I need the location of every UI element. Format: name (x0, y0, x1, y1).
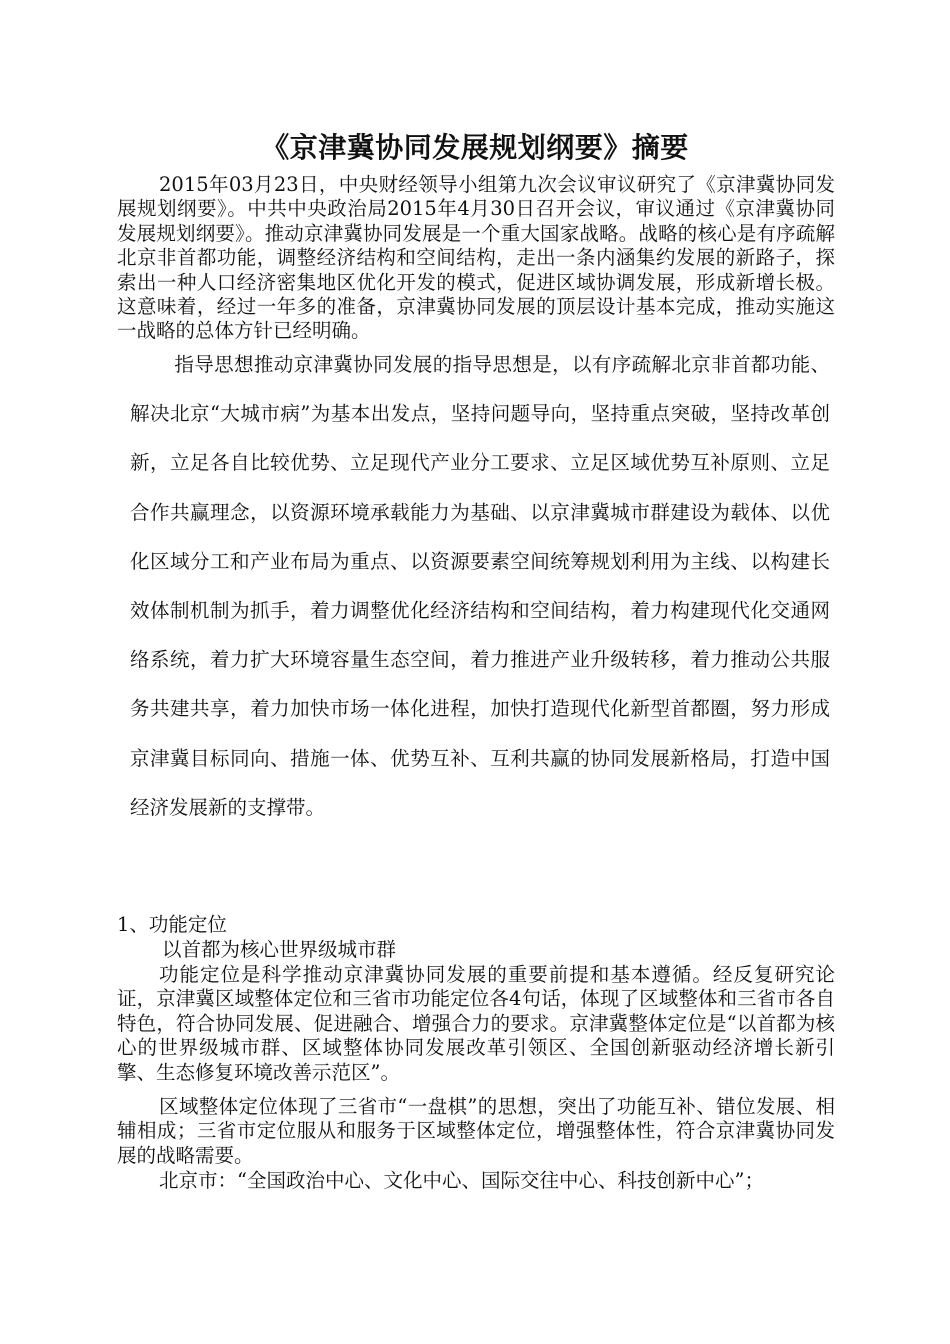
guiding-thought-text: 指导思想推动京津冀协同发展的指导思想是，以有序疏解北京非首都功能、解决北京“大城市病”为基本出发点，坚持问题导向，坚持重点突破，坚持改革创新，立足各自比较优势、立足现代产业分工要求、立足区域优势互补原则、立足合作共赢理念，以资源环境承载能力为基础、以京津冀城市群建设为载体、以优化区域分工和产业布局为重点、以资源要素空间统筹规划利用为主线、以构建长效体制机制为抓手，着力调整优化经济结构和空间结构，着力构建现代化交通网络系统，着力扩大环境容量生态空间，着力推进产业升级转移，着力推动公共服务共建共享，着力加快市场一体化进程，加快打造现代化新型首都圈，努力形成京津冀目标同向、措施一体、优势互补、互利共赢的协同发展新格局，打造中国经济发展新的支撑带。 (130, 353, 830, 819)
sub-heading: 以首都为核心世界级城市群 (162, 938, 397, 961)
intro-paragraph: 2015年03月23日，中央财经领导小组第九次会议审议研究了《京津冀协同发展规划纲要》。中共中央政治局2015年4月30日召开会议，审议通过《京津冀协同发展规划纲要》。推动京津冀协同发展是一个重大国家战略。战略的核心是有序疏解北京非首都功能，调整经济结构和空间结构，走出一条内涵集约发展的新路子，探索出一种人口经济密集地区优化开发的模式，促进区域协调发展，形成新增长极。这意味着，经过一年多的准备，京津冀协同发展的顶层设计基本完成，推动实施这一战略的总体方针已经明确。 (117, 173, 835, 343)
section-heading: 1、功能定位 (117, 913, 227, 936)
function-positioning-paragraph: 功能定位是科学推动京津冀协同发展的重要前提和基本遵循。经反复研究论证，京津冀区域整体定位和三省市功能定位各4句话，体现了区域整体和三省市各自特色，符合协同发展、促进融合、增强合力的要求。京津冀整体定位是“以首都为核心的世界级城市群、区域整体协同发展改革引领区、全国创新驱动经济增长新引擎、生态修复环境改善示范区”。 (117, 963, 835, 1084)
regional-positioning-paragraph: 区域整体定位体现了三省市“一盘棋”的思想，突出了功能互补、错位发展、相辅相成；三省市定位服从和服务于区域整体定位，增强整体性，符合京津冀协同发展的战略需要。 (117, 1095, 835, 1167)
beijing-positioning-paragraph: 北京市：“全国政治中心、文化中心、国际交往中心、科技创新中心”； (159, 1169, 764, 1192)
guiding-thought-paragraph (130, 340, 830, 832)
document-title: 《京津冀协同发展规划纲要》摘要 (261, 131, 689, 164)
